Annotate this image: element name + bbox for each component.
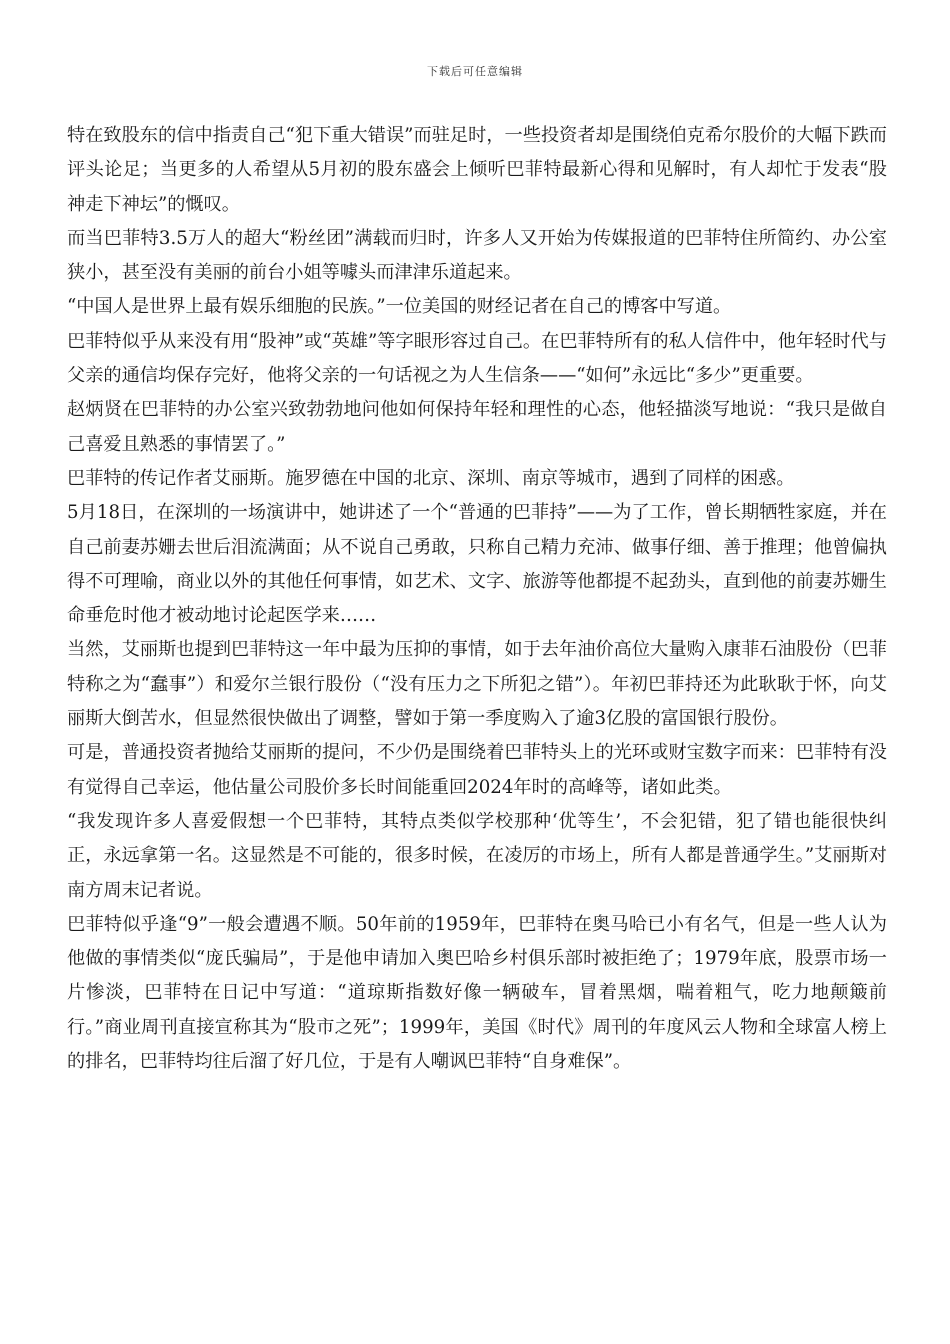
paragraph: 巴菲特似乎从来没有用“股神”或“英雄”等字眼形容过自己。在巴菲特所有的私人信件中，他年轻时代与父亲的通信均保存完好，他将父亲的一句话视之为人生信条——“如何”永远比“多少”更重要。 <box>67 330 887 387</box>
paragraph: 当然，艾丽斯也提到巴菲特这一年中最为压抑的事情，如于去年油价高位大量购入康菲石油股份（巴菲特称之为“蠢事”）和爱尔兰银行股份（“没有压力之下所犯之错”）。年初巴菲持还为此耿耿于怀，向艾丽斯大倒苦水，但显然很快做出了调整，譬如于第一季度购入了逾3亿股的富国银行股份。 <box>67 639 887 730</box>
paragraph: 而当巴菲特3.5万人的超大“粉丝团”满载而归时，许多人又开始为传媒报道的巴菲特住所简约、办公室狭小，甚至没有美丽的前台小姐等噱头而津津乐道起来。 <box>67 227 887 284</box>
paragraph: 巴菲特似乎逢“9”一般会遭遇不顺。50年前的1959年，巴菲特在奥马哈已小有名气，但是一些人认为他做的事情类似“庞氏骗局”，于是他申请加入奥巴哈乡村俱乐部时被拒绝了；1979年底，股票市场一片惨淡，巴菲特在日记中写道：“道琼斯指数好像一辆破车，冒着黑烟，喘着粗气，吃力地颠簸前行。”商业周刊直接宣称其为“股市之死”；1999年，美国《时代》周刊的年度风云人物和全球富人榜上的排名，巴菲特均往后溜了好几位，于是有人嘲讽巴菲特“自身难保”。 <box>67 913 887 1073</box>
paragraph: 赵炳贤在巴菲特的办公室兴致勃勃地问他如何保持年轻和理性的心态，他轻描淡写地说：“我只是做自己喜爱且熟悉的事情罢了。” <box>67 399 887 455</box>
document-body <box>67 119 887 1079</box>
paragraph: “我发现许多人喜爱假想一个巴菲特，其特点类似学校那种‘优等生’，不会犯错，犯了错也能很快纠正，永远拿第一名。这显然是不可能的，很多时候，在凌厉的市场上，所有人都是普通学生。”艾丽斯对南方周末记者说。 <box>67 810 887 901</box>
paragraph: 5月18日，在深圳的一场演讲中，她讲述了一个“普通的巴菲持”——为了工作，曾长期牺牲家庭，并在自己前妻苏姗去世后泪流满面；从不说自己勇敢，只称自己精力充沛、做事仔细、善于推理；他曾偏执得不可理喻，商业以外的其他任何事情，如艺术、文字、旅游等他都提不起劲头，直到他的前妻苏姗生命垂危时他才被动地讨论起医学来…… <box>67 502 887 627</box>
page-header: 下载后可任意编辑 <box>427 65 523 78</box>
paragraph: “中国人是世界上最有娱乐细胞的民族。”一位美国的财经记者在自己的博客中写道。 <box>67 296 732 318</box>
paragraph: 巴菲特的传记作者艾丽斯。施罗德在中国的北京、深圳、南京等城市，遇到了同样的困惑。 <box>67 467 795 489</box>
paragraph: 可是，普通投资者抛给艾丽斯的提问，不少仍是围绕着巴菲特头上的光环或财宝数字而来：巴菲特有没有觉得自己幸运，他估量公司股价多长时间能重回2024年时的高峰等，诸如此类。 <box>67 742 887 798</box>
paragraph: 特在致股东的信中指责自己“犯下重大错误”而驻足时，一些投资者却是围绕伯克希尔股价的大幅下跌而评头论足；当更多的人希望从5月初的股东盛会上倾听巴菲特最新心得和见解时，有人却忙于发表“股神走下神坛”的慨叹。 <box>67 125 887 215</box>
